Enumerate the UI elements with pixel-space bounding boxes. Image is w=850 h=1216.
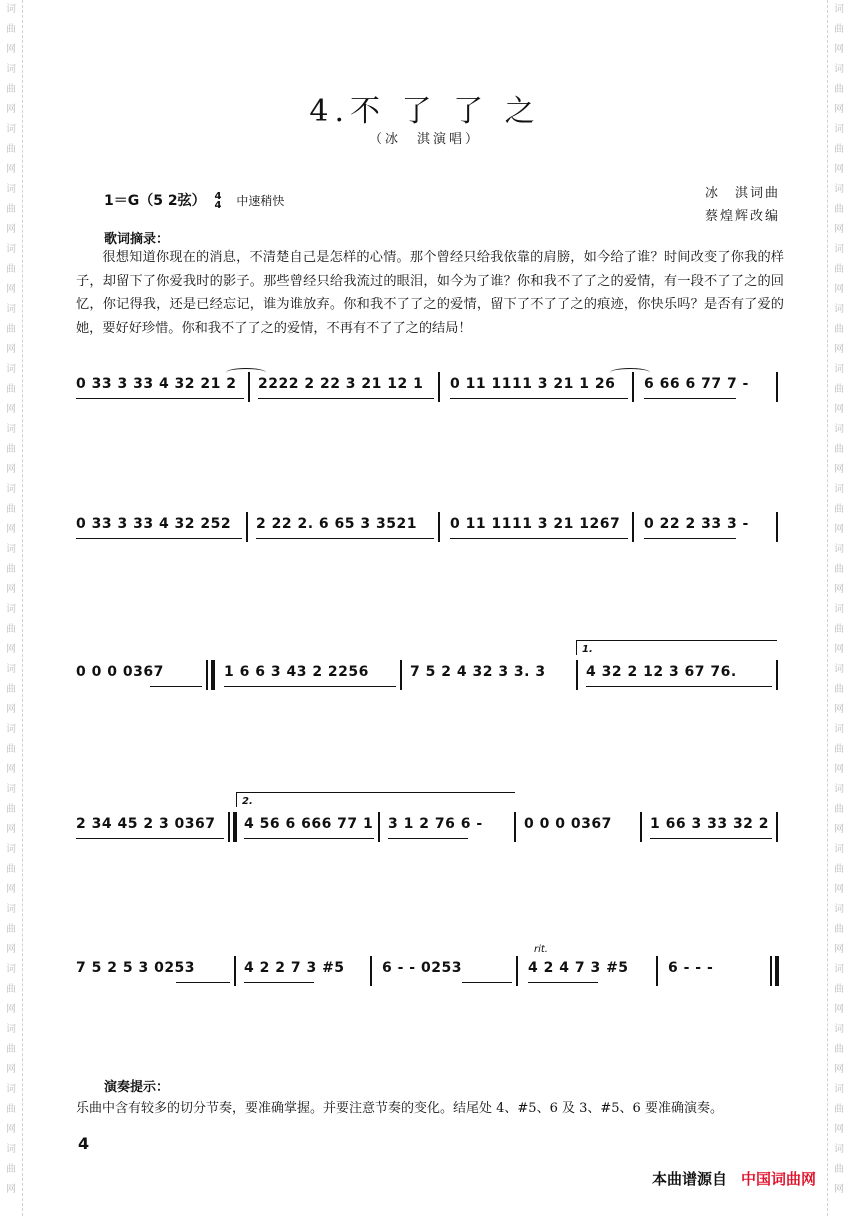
watermark-char: 词: [6, 904, 16, 915]
watermark-char: 词: [834, 4, 844, 15]
watermark-char: 网: [6, 44, 16, 55]
watermark-char: 网: [834, 944, 844, 955]
watermark-char: 词: [6, 844, 16, 855]
watermark-char: 曲: [6, 504, 16, 515]
watermark-char: 词: [834, 784, 844, 795]
measure: 2 34 45 2 3 0367: [76, 816, 216, 832]
beam-line: [450, 538, 628, 539]
source-prefix: 本曲谱源自: [651, 1170, 727, 1188]
lyrics-text: 很想知道你现在的消息，不清楚自己是怎样的心情。那个曾经只给我依靠的肩膀，如今给了谁？时间改变了你我的样子，却留下了你爱我时的影子。那些曾经只给我流过的眼泪，如今为了谁？你和我不了了之的爱情，有一段不了了之的回忆，你记得我，还是已经忘记，谁为谁放弃。你和我不了了之的爱情，留下了不了了之的痕迹，你快乐吗？是否有了爱的她，要好好珍惜。你和我不了了之的爱情，不再有不了了之的结局！: [76, 250, 784, 336]
watermark-char: 网: [834, 704, 844, 715]
beam-line: [76, 538, 242, 539]
watermark-char: 词: [6, 364, 16, 375]
repeat-start-barline: [206, 660, 208, 690]
watermark-char: 网: [834, 1124, 844, 1135]
watermark-char: 网: [834, 1004, 844, 1015]
measure: 1 6 6 3 43 2 2256: [224, 664, 369, 680]
barline: [656, 956, 658, 986]
barline: [576, 660, 578, 690]
score-system-3: [76, 644, 784, 694]
watermark-char: 曲: [6, 324, 16, 335]
barline: [776, 660, 778, 690]
watermark-char: 曲: [834, 624, 844, 635]
watermark-char: 网: [834, 284, 844, 295]
watermark-char: 网: [6, 1184, 16, 1195]
measure: 2222 2 22 3 21 12 1: [258, 376, 424, 392]
watermark-char: 网: [834, 104, 844, 115]
watermark-char: 曲: [6, 204, 16, 215]
beam-line: [462, 982, 512, 983]
watermark-char: 网: [6, 944, 16, 955]
watermark-char: 词: [834, 1144, 844, 1155]
measure: 4 32 2 12 3 67 76.: [586, 664, 737, 680]
beam-line: [224, 686, 396, 687]
watermark-char: 词: [6, 484, 16, 495]
beam-line: [150, 686, 202, 687]
watermark-char: 网: [834, 824, 844, 835]
watermark-char: 词: [834, 604, 844, 615]
singer-credit: （冰 淇演唱）: [368, 132, 481, 147]
watermark-char: 网: [6, 584, 16, 595]
score-system-5: [76, 944, 784, 990]
key-signature: [104, 190, 284, 210]
watermark-char: 曲: [834, 924, 844, 935]
watermark-char: 曲: [6, 804, 16, 815]
beam-line: [528, 982, 598, 983]
watermark-char: 网: [6, 284, 16, 295]
watermark-char: 词: [834, 724, 844, 735]
measure: 0 33 3 33 4 32 252: [76, 516, 232, 532]
watermark-char: 曲: [6, 24, 16, 35]
source-footer: [652, 1168, 816, 1189]
first-ending-label: 1.: [582, 644, 593, 655]
watermark-char: 词: [6, 244, 16, 255]
barline: [776, 812, 778, 842]
watermark-char: 词: [834, 424, 844, 435]
watermark-char: 词: [6, 4, 16, 15]
measure: 4 2 2 7 3 #5: [244, 960, 345, 976]
watermark-char: 网: [834, 644, 844, 655]
repeat-end-barline: [228, 812, 230, 842]
repeat-end-barline: [233, 812, 237, 842]
watermark-char: 词: [6, 964, 16, 975]
beam-line: [176, 982, 230, 983]
watermark-char: 网: [834, 764, 844, 775]
watermark-char: 词: [6, 1084, 16, 1095]
measure: 7 5 2 5 3 0253: [76, 960, 196, 976]
watermark-char: 词: [834, 364, 844, 375]
watermark-char: 曲: [834, 864, 844, 875]
watermark-char: 网: [834, 584, 844, 595]
watermark-char: 词: [6, 424, 16, 435]
watermark-char: 词: [834, 844, 844, 855]
second-ending-bracket: [236, 792, 515, 807]
watermark-char: 词: [6, 784, 16, 795]
watermark-char: 词: [834, 124, 844, 135]
measure: 6 - - 0253: [382, 960, 462, 976]
watermark-char: 曲: [6, 264, 16, 275]
watermark-char: 曲: [834, 744, 844, 755]
beam-line: [244, 838, 374, 839]
watermark-char: 曲: [6, 864, 16, 875]
watermark-char: 曲: [6, 1164, 16, 1175]
watermark-char: 网: [6, 104, 16, 115]
watermark-char: 曲: [834, 684, 844, 695]
watermark-char: 网: [6, 404, 16, 415]
barline: [378, 812, 380, 842]
measure: 1 66 3 33 32 2: [650, 816, 770, 832]
watermark-char: 网: [834, 164, 844, 175]
watermark-char: 网: [834, 1064, 844, 1075]
barline: [776, 512, 778, 542]
composer-credit: 冰 淇词曲: [704, 186, 780, 201]
watermark-char: 网: [6, 764, 16, 775]
measure: 2 22 2. 6 65 3 3521: [256, 516, 417, 532]
watermark-char: 网: [6, 824, 16, 835]
watermark-char: 网: [6, 1004, 16, 1015]
measure: 7 5 2 4 32 3 3. 3: [410, 664, 546, 680]
tie-arc: [610, 368, 650, 377]
left-watermark-strip: [0, 0, 23, 1216]
watermark-char: 词: [834, 64, 844, 75]
watermark-char: 曲: [834, 324, 844, 335]
watermark-char: 曲: [834, 564, 844, 575]
time-signature: 4 4: [214, 191, 222, 211]
score-system-4: [76, 796, 784, 846]
watermark-char: 网: [834, 404, 844, 415]
right-watermark-strip: [827, 0, 850, 1216]
score-system-2: [76, 516, 784, 546]
measure: 0 0 0 0367: [524, 816, 612, 832]
watermark-char: 词: [834, 1024, 844, 1035]
measure: 4 2 4 7 3 #5: [528, 960, 629, 976]
measure: 6 - - -: [668, 960, 714, 976]
watermark-char: 词: [834, 244, 844, 255]
watermark-char: 曲: [6, 684, 16, 695]
watermark-char: 网: [6, 1064, 16, 1075]
watermark-char: 网: [834, 224, 844, 235]
watermark-char: 曲: [6, 984, 16, 995]
tempo-marking: 中速稍快: [236, 194, 285, 208]
barline: [776, 372, 778, 402]
watermark-char: 词: [834, 484, 844, 495]
measure: 0 0 0 0367: [76, 664, 164, 680]
final-barline: [775, 956, 779, 986]
performance-hints-text: 乐曲中含有较多的切分节奏，要准确掌握。并要注意节奏的变化。结尾处 4、#5、6 及 3、#5、6 要准确演奏。: [76, 1101, 723, 1116]
lyrics-heading: 歌词摘录：: [104, 232, 170, 247]
watermark-char: 曲: [834, 444, 844, 455]
source-site-link[interactable]: 中国词曲网: [740, 1170, 816, 1188]
arranger-credit: 蔡煌辉改编: [704, 209, 780, 224]
barline: [632, 512, 634, 542]
beam-line: [644, 538, 736, 539]
key-text: 1＝G（5 2弦）: [104, 193, 206, 209]
song-title: 4.不 了 了 之: [309, 94, 541, 129]
watermark-char: 曲: [6, 1104, 16, 1115]
watermark-char: 曲: [834, 384, 844, 395]
watermark-char: 词: [834, 304, 844, 315]
watermark-char: 网: [6, 1124, 16, 1135]
watermark-char: 曲: [6, 144, 16, 155]
first-ending-bracket: [576, 640, 777, 655]
watermark-char: 词: [6, 544, 16, 555]
watermark-char: 网: [6, 164, 16, 175]
beam-line: [644, 398, 736, 399]
watermark-char: 网: [834, 1184, 844, 1195]
watermark-char: 网: [834, 464, 844, 475]
watermark-char: 曲: [834, 264, 844, 275]
watermark-char: 词: [834, 904, 844, 915]
measure: 0 22 2 33 3 -: [644, 516, 749, 532]
watermark-char: 网: [6, 884, 16, 895]
measure: 4 56 6 666 77 1: [244, 816, 374, 832]
tie-arc: [226, 368, 266, 377]
barline: [234, 956, 236, 986]
watermark-char: 网: [6, 344, 16, 355]
watermark-char: 曲: [834, 1164, 844, 1175]
watermark-char: 曲: [834, 204, 844, 215]
beam-line: [244, 982, 314, 983]
watermark-char: 曲: [6, 624, 16, 635]
second-ending-label: 2.: [242, 796, 253, 807]
watermark-char: 词: [834, 664, 844, 675]
barline: [514, 812, 516, 842]
watermark-char: 曲: [6, 84, 16, 95]
watermark-char: 曲: [6, 384, 16, 395]
watermark-char: 网: [834, 884, 844, 895]
performance-hints-heading: 演奏提示：: [104, 1080, 170, 1095]
beam-line: [650, 838, 772, 839]
watermark-char: 词: [834, 544, 844, 555]
watermark-char: 词: [6, 1144, 16, 1155]
watermark-char: 曲: [834, 144, 844, 155]
watermark-char: 曲: [834, 24, 844, 35]
watermark-char: 曲: [834, 984, 844, 995]
watermark-char: 曲: [834, 84, 844, 95]
watermark-char: 曲: [6, 564, 16, 575]
barline: [246, 512, 248, 542]
beam-line: [388, 838, 468, 839]
beam-line: [586, 686, 772, 687]
watermark-char: 网: [6, 464, 16, 475]
watermark-char: 网: [6, 644, 16, 655]
watermark-char: 词: [6, 184, 16, 195]
watermark-char: 词: [834, 964, 844, 975]
beam-line: [256, 538, 434, 539]
measure: 0 33 3 33 4 32 21 2: [76, 376, 237, 392]
watermark-char: 词: [834, 1084, 844, 1095]
watermark-char: 网: [6, 704, 16, 715]
beam-line: [450, 398, 628, 399]
watermark-char: 曲: [6, 1044, 16, 1055]
watermark-char: 词: [6, 1024, 16, 1035]
watermark-char: 网: [6, 224, 16, 235]
watermark-char: 曲: [834, 1044, 844, 1055]
final-barline: [770, 956, 772, 986]
watermark-char: 网: [834, 524, 844, 535]
watermark-char: 曲: [6, 744, 16, 755]
watermark-char: 词: [6, 664, 16, 675]
watermark-char: 词: [834, 184, 844, 195]
watermark-char: 网: [834, 344, 844, 355]
watermark-char: 网: [834, 44, 844, 55]
repeat-start-barline: [211, 660, 215, 690]
barline: [640, 812, 642, 842]
barline: [516, 956, 518, 986]
watermark-char: 词: [6, 304, 16, 315]
measure: 0 11 1111 3 21 1267: [450, 516, 621, 532]
barline: [438, 512, 440, 542]
barline: [370, 956, 372, 986]
watermark-char: 网: [6, 524, 16, 535]
watermark-char: 曲: [834, 804, 844, 815]
page-number: 4: [78, 1134, 90, 1153]
watermark-char: 词: [6, 124, 16, 135]
ritardando-marking: rit.: [534, 944, 548, 955]
watermark-char: 曲: [6, 444, 16, 455]
measure: 6 66 6 77 7 -: [644, 376, 749, 392]
barline: [438, 372, 440, 402]
measure: 0 11 1111 3 21 1 26: [450, 376, 616, 392]
measure: 3 1 2 76 6 -: [388, 816, 483, 832]
beam-line: [76, 838, 224, 839]
beam-line: [76, 398, 244, 399]
watermark-char: 曲: [6, 924, 16, 935]
watermark-char: 词: [6, 604, 16, 615]
watermark-char: 曲: [834, 1104, 844, 1115]
watermark-char: 词: [6, 64, 16, 75]
watermark-char: 词: [6, 724, 16, 735]
score-system-1: [76, 376, 784, 406]
beam-line: [258, 398, 434, 399]
watermark-char: 曲: [834, 504, 844, 515]
barline: [400, 660, 402, 690]
